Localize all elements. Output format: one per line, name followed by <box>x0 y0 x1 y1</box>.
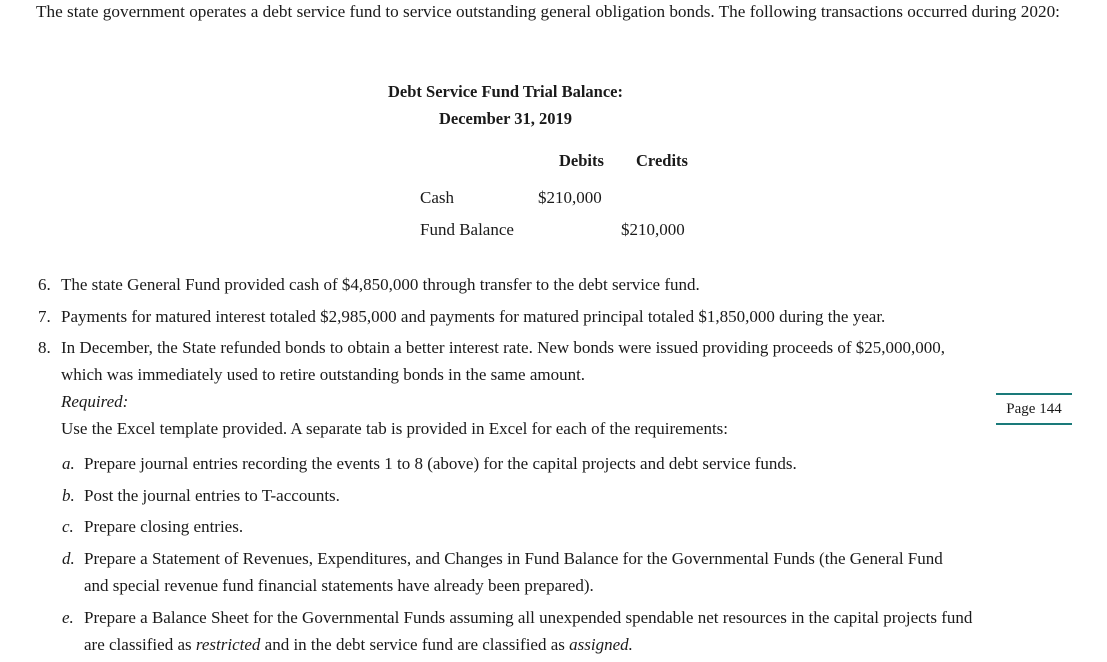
requirement-text: Prepare closing entries. <box>84 517 244 536</box>
emphasis-assigned: assigned. <box>569 635 633 654</box>
account-fund-balance: Fund Balance <box>420 220 514 239</box>
transaction-text: The state General Fund provided cash of $4,850,000 through transfer to the debt service fund. <box>61 275 700 294</box>
transaction-text: In December, the State refunded bonds to obtain a better interest rate. New bonds were issued providing proceeds of $25,000,000, <box>61 338 946 357</box>
required-intro: Use the Excel template provided. A separate tab is provided in Excel for each of the requirements: <box>61 419 729 438</box>
requirement-text: Post the journal entries to T-accounts. <box>84 486 340 505</box>
requirement-text: Prepare a Balance Sheet for the Governmental Funds assuming all unexpended spendable net resources in the capital projects fund <box>84 608 973 627</box>
credits-header: Credits <box>636 151 688 170</box>
transaction-number: 7. <box>38 307 51 326</box>
transaction-number: 8. <box>38 338 51 357</box>
trial-balance-title: Debt Service Fund Trial Balance: <box>388 82 623 101</box>
requirement-letter: a. <box>62 454 75 473</box>
requirement-text: Prepare journal entries recording the events 1 to 8 (above) for the capital projects and debt service funds. <box>84 454 797 473</box>
transaction-number: 6. <box>38 275 51 294</box>
requirement-letter: b. <box>62 486 75 505</box>
account-cash: Cash <box>420 188 454 207</box>
page-number-marker: Page 144 <box>996 393 1072 425</box>
requirement-text-continued <box>84 631 633 658</box>
fund-balance-credit: $210,000 <box>621 220 685 239</box>
requirement-letter: e. <box>62 608 74 627</box>
requirement-text-continued: and special revenue fund financial statements have already been prepared). <box>84 576 594 595</box>
transaction-text: Payments for matured interest totaled $2,985,000 and payments for matured principal totaled $1,850,000 during the year. <box>61 307 886 326</box>
cash-debit: $210,000 <box>538 188 602 207</box>
requirement-letter: d. <box>62 549 75 568</box>
requirement-letter: c. <box>62 517 74 536</box>
emphasis-restricted: restricted <box>195 635 261 654</box>
requirement-text: Prepare a Statement of Revenues, Expenditures, and Changes in Fund Balance for the Governmental Funds (the General Fund <box>84 549 943 568</box>
required-label: Required: <box>61 392 129 411</box>
trial-balance-date: December 31, 2019 <box>438 109 573 128</box>
intro-paragraph: The state government operates a debt service fund to service outstanding general obligation bonds. The following transactions occurred during 2020: <box>36 2 1060 21</box>
debits-header: Debits <box>559 151 604 170</box>
transaction-text-continued: which was immediately used to retire outstanding bonds in the same amount. <box>61 365 586 384</box>
text-segment: are classified as <box>84 635 196 654</box>
text-segment: and in the debt service fund are classified as <box>260 635 570 654</box>
